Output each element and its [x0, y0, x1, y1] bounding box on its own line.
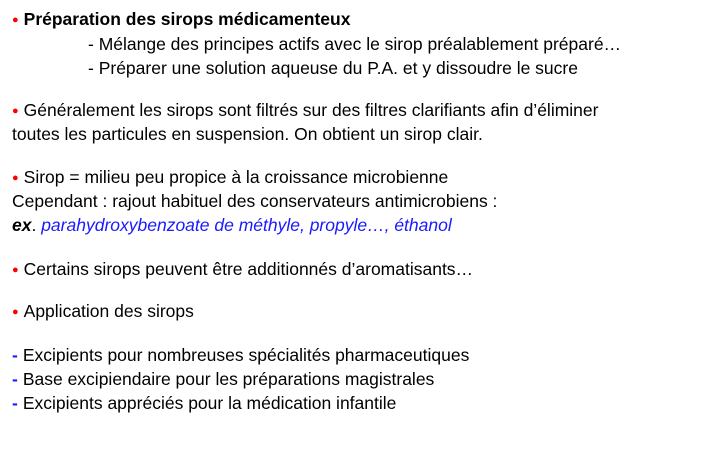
section-5-title-line: [12, 300, 194, 325]
example-separator: .: [31, 215, 42, 235]
application-item-text: Base excipiendaire pour les préparations magistrales: [22, 369, 435, 389]
application-item-text: Excipients pour nombreuses spécialités pharmaceutiques: [22, 345, 470, 365]
section-1-sub-1: - Mélange des principes actifs avec le sirop préalablement préparé…: [88, 34, 622, 54]
section-3-line-2: Cependant : rajout habituel des conservateurs antimicrobiens :: [12, 191, 498, 211]
dash-icon: -: [12, 369, 18, 389]
section-3-example-line: [12, 214, 452, 236]
example-label: ex: [12, 215, 32, 235]
example-value: parahydroxybenzoate de méthyle, propyle…, éthanol: [41, 215, 452, 235]
section-1-title: Préparation des sirops médicamenteux: [23, 9, 351, 29]
section-2-line-2: toutes les particules en suspension. On obtient un sirop clair.: [12, 124, 483, 144]
application-item-text: Excipients appréciés pour la médication infantile: [22, 393, 397, 413]
section-2-text-1: Généralement les sirops sont filtrés sur des filtres clarifiants afin d’éliminer: [23, 100, 599, 120]
dash-icon: -: [12, 393, 18, 413]
section-5-title: Application des sirops: [23, 301, 194, 321]
bullet-icon: ●: [12, 172, 19, 184]
bullet-icon: ●: [12, 14, 19, 26]
bullet-icon: ●: [12, 264, 19, 276]
section-3-line-1: [12, 166, 448, 191]
section-3-text-1: Sirop = milieu peu propice à la croissance microbienne: [23, 167, 449, 187]
application-item: [12, 392, 396, 414]
bullet-icon: ●: [12, 306, 19, 318]
section-1-sub-2: - Préparer une solution aqueuse du P.A. et y dissoudre le sucre: [88, 58, 578, 78]
section-4-line-1: [12, 258, 473, 283]
bullet-icon: ●: [12, 105, 19, 117]
application-item: [12, 344, 469, 366]
section-2-line-1: [12, 99, 598, 124]
section-4-text-1: Certains sirops peuvent être additionnés d’aromatisants…: [23, 259, 474, 279]
section-1-title-line: [12, 8, 350, 33]
application-item: [12, 368, 434, 390]
dash-icon: -: [12, 345, 18, 365]
